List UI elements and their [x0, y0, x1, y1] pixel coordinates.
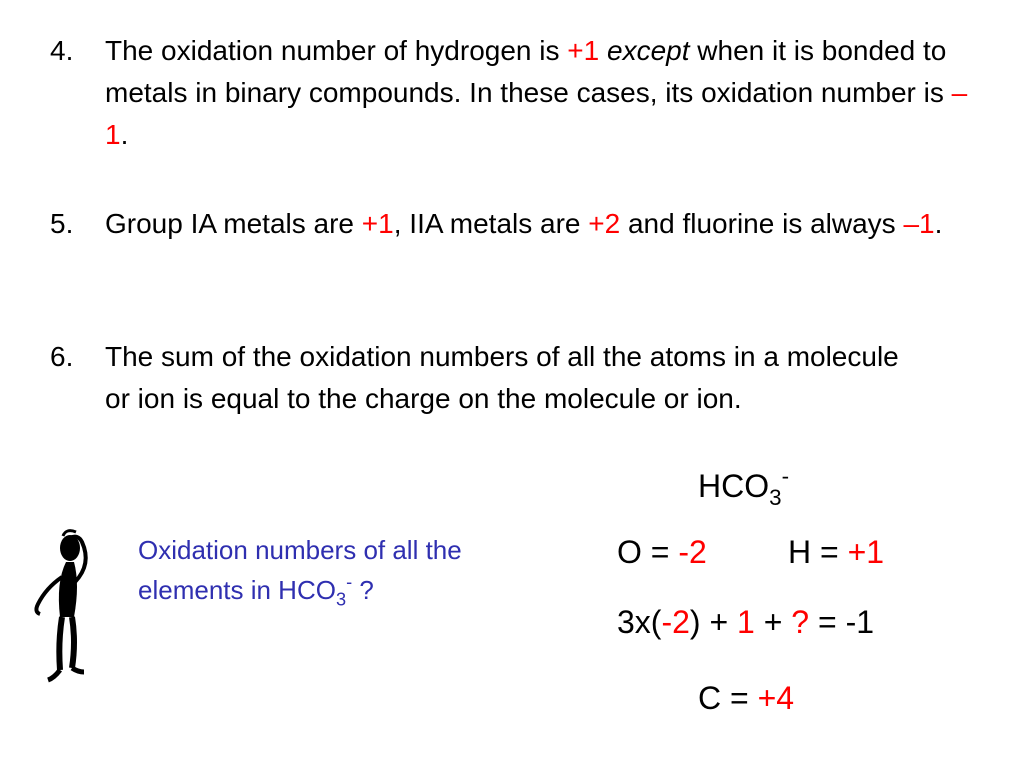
question-text: Oxidation numbers of all the elements in $HCO_3^-$ ? [138, 535, 462, 610]
rule-text: The oxidation number of hydrogen is +1 except when it is bonded to metals in binary compounds. In these cases, its oxidation number is –1. [105, 35, 968, 150]
hydrogen-assignment: H = +1 [788, 534, 885, 570]
rule-number: 4. [50, 35, 74, 66]
rule-number: 6. [50, 341, 74, 372]
oxidation-value: +1 [361, 208, 394, 239]
hydrogen-value: +1 [847, 534, 885, 570]
rule-text: Group IA metals are +1, IIA metals are +2 and fluorine is always –1. [105, 208, 943, 239]
sum-equation: 3x(-2) + 1 + ? = -1 [617, 604, 875, 640]
oxidation-value: +2 [588, 208, 621, 239]
oxygen-assignment: O = -2 [617, 534, 707, 570]
emphasis: except [607, 35, 690, 66]
oxidation-value: +1 [567, 35, 600, 66]
rule-5 [50, 203, 980, 245]
oxygen-value: -2 [678, 534, 707, 570]
rule-number: 5. [50, 208, 74, 239]
formula-hco3: $HCO_3^-$ [698, 463, 790, 510]
thinking-person-icon [30, 522, 100, 687]
rule-text: The sum of the oxidation numbers of all the atoms in a molecule or ion is equal to the charge on the molecule or ion. [105, 341, 899, 414]
carbon-answer: C = +4 [698, 680, 795, 716]
oxidation-value: –1 [903, 208, 935, 239]
unknown-value: ? [791, 604, 810, 640]
rule-4 [50, 30, 980, 156]
carbon-value: +4 [757, 680, 795, 716]
rule-6 [50, 336, 930, 420]
oxidation-value: –1 [105, 77, 968, 150]
